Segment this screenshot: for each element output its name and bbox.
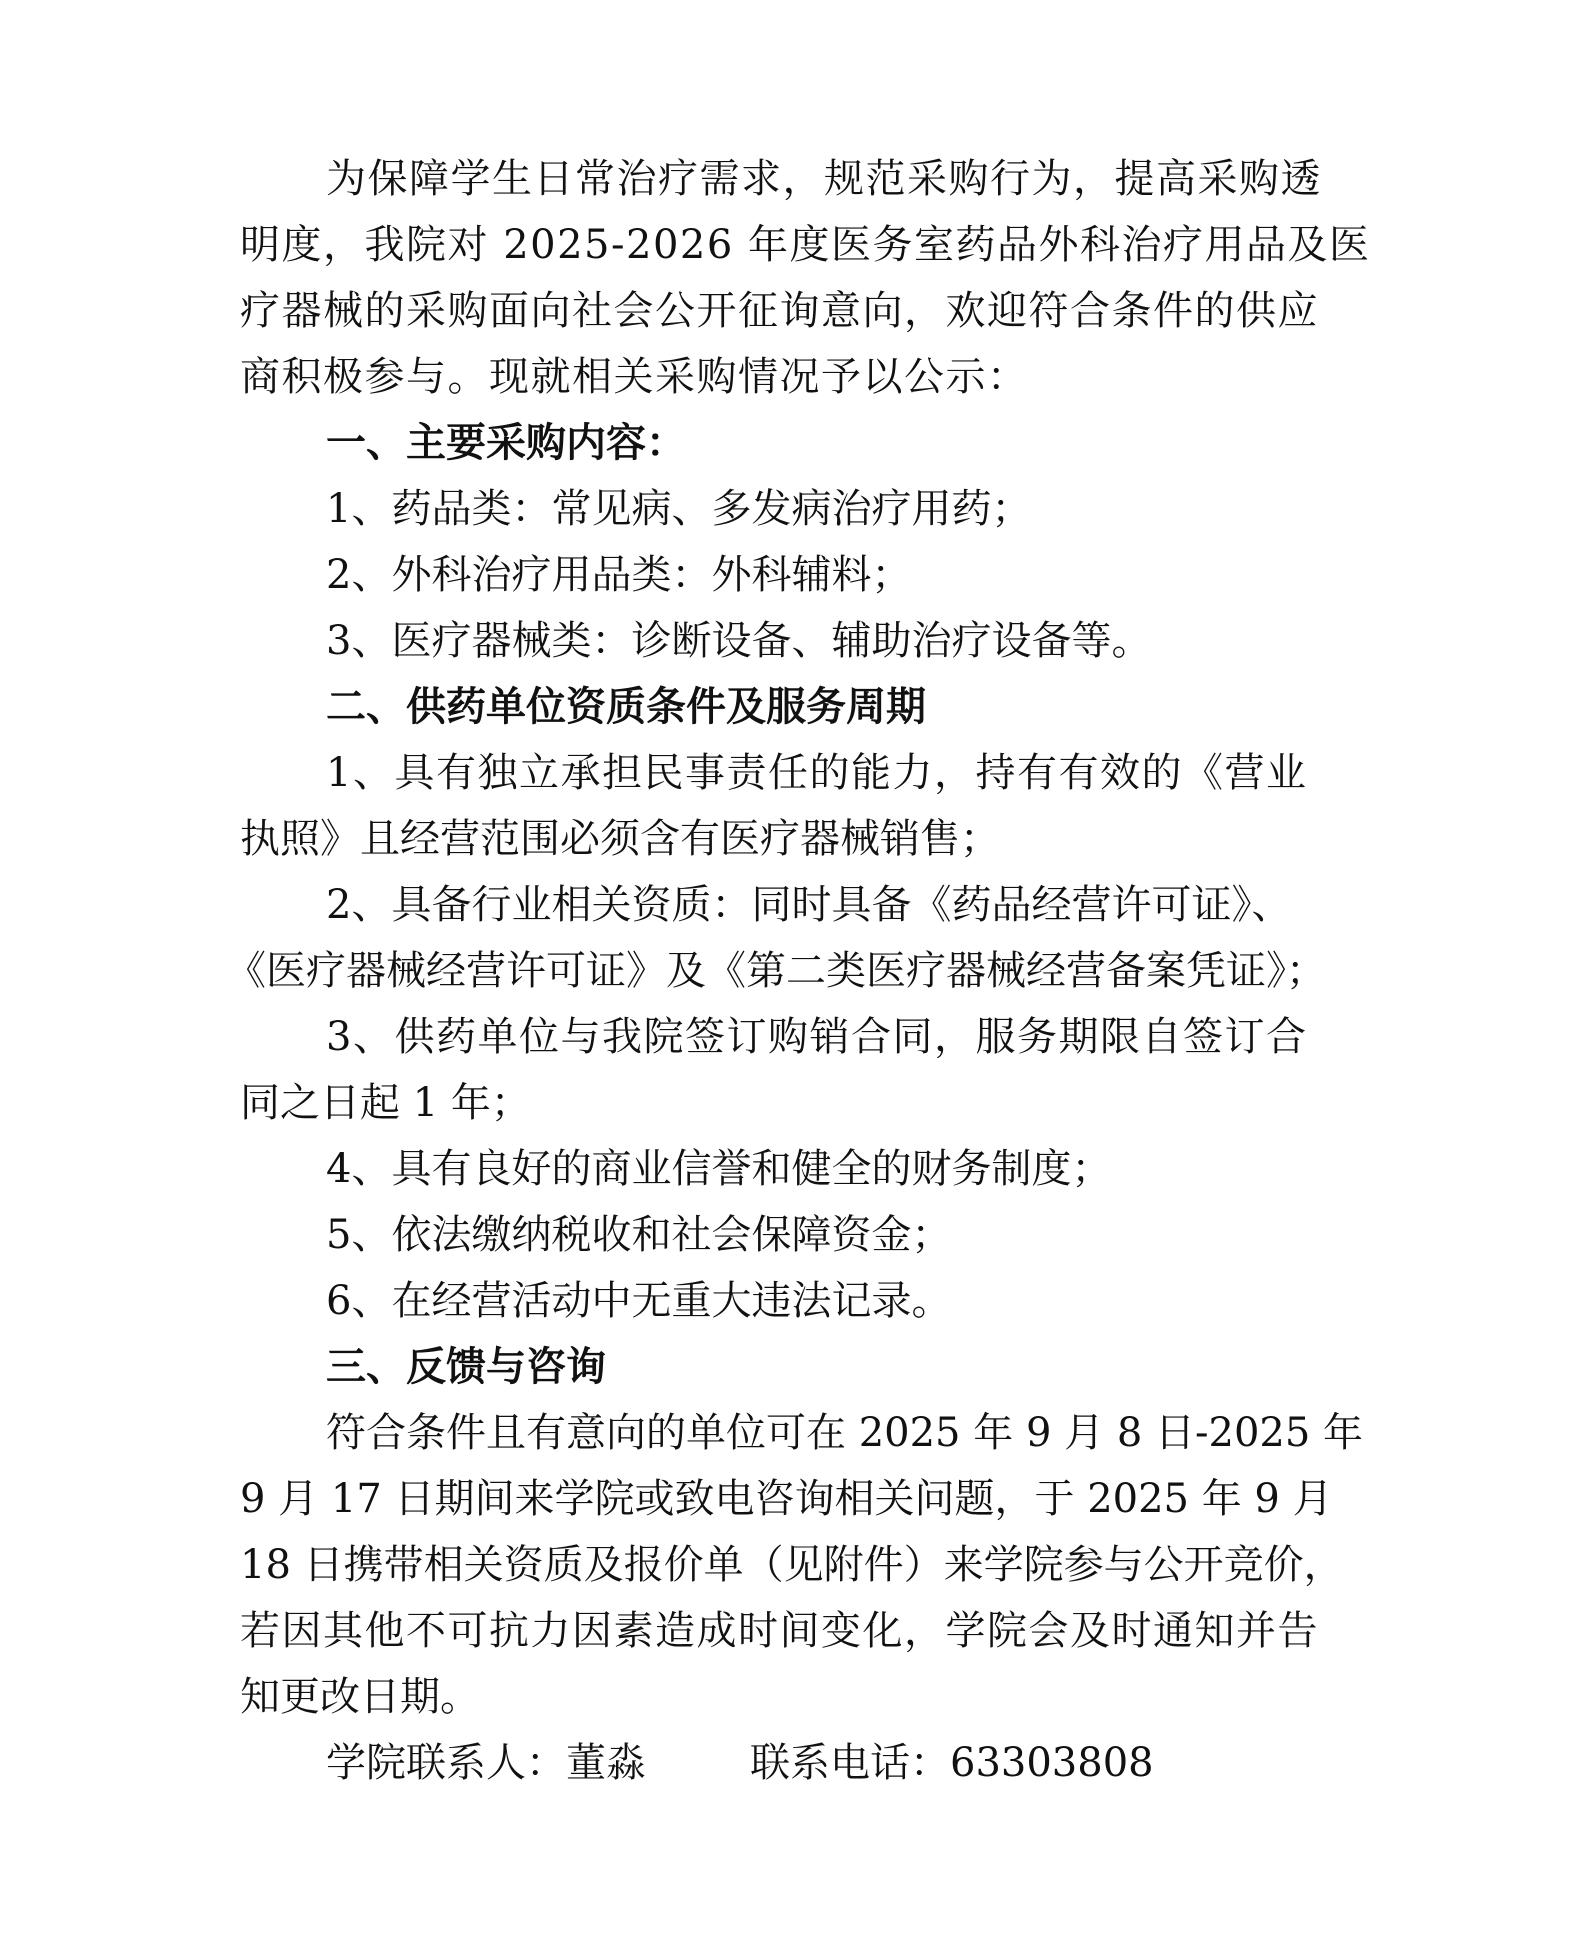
section2-item-2-line-1: 2、具备行业相关资质：同时具备《药品经营许可证》、	[326, 882, 1292, 928]
section2-item-1-line-2: 执照》且经营范围必须含有医疗器械销售；	[240, 816, 1000, 862]
section3-heading: 三、反馈与咨询	[326, 1343, 606, 1390]
section3-line-5: 知更改日期。	[240, 1674, 480, 1720]
section1-heading: 一、主要采购内容：	[326, 419, 686, 466]
section3-line-1: 符合条件且有意向的单位可在 2025 年 9 月 8 日-2025 年	[326, 1410, 1364, 1456]
section2-item-1-line-1: 1、具有独立承担民事责任的能力，持有有效的《营业	[326, 750, 1308, 796]
section2-item-4: 4、具有良好的商业信誉和健全的财务制度；	[326, 1146, 1112, 1192]
intro-line-3: 疗器械的采购面向社会公开征询意向，欢迎符合条件的供应	[240, 288, 1319, 334]
intro-line-4: 商积极参与。现就相关采购情况予以公示：	[240, 354, 1029, 400]
section2-item-2-line-2: 《医疗器械经营许可证》及《第二类医疗器械经营备案凭证》；	[226, 948, 1326, 994]
intro-line-1: 为保障学生日常治疗需求，规范采购行为，提高采购透	[326, 156, 1322, 202]
section3-line-3: 18 日携带相关资质及报价单（见附件）来学院参与公开竞价，	[240, 1542, 1344, 1588]
section2-heading: 二、供药单位资质条件及服务周期	[326, 683, 926, 730]
contact-line	[326, 1730, 1154, 1796]
section1-item-1: 1、药品类：常见病、多发病治疗用药；	[326, 486, 1032, 532]
section2-item-5: 5、依法缴纳税收和社会保障资金；	[326, 1212, 952, 1258]
section2-item-3-line-1: 3、供药单位与我院签订购销合同，服务期限自签订合	[326, 1014, 1308, 1060]
contact-person: 学院联系人：董淼	[326, 1740, 646, 1786]
section1-item-2: 2、外科治疗用品类：外科辅料；	[326, 552, 912, 598]
section3-line-4: 若因其他不可抗力因素造成时间变化，学院会及时通知并告	[240, 1608, 1319, 1654]
intro-line-2: 明度，我院对 2025-2026 年度医务室药品外科治疗用品及医	[240, 222, 1371, 268]
section1-item-3: 3、医疗器械类：诊断设备、辅助治疗设备等。	[326, 618, 1152, 664]
section2-item-3-line-2: 同之日起 1 年；	[240, 1080, 531, 1126]
section2-item-6: 6、在经营活动中无重大违法记录。	[326, 1278, 952, 1324]
contact-phone: 联系电话：63303808	[750, 1740, 1154, 1786]
section3-line-2: 9 月 17 日期间来学院或致电咨询相关问题，于 2025 年 9 月	[240, 1476, 1333, 1522]
